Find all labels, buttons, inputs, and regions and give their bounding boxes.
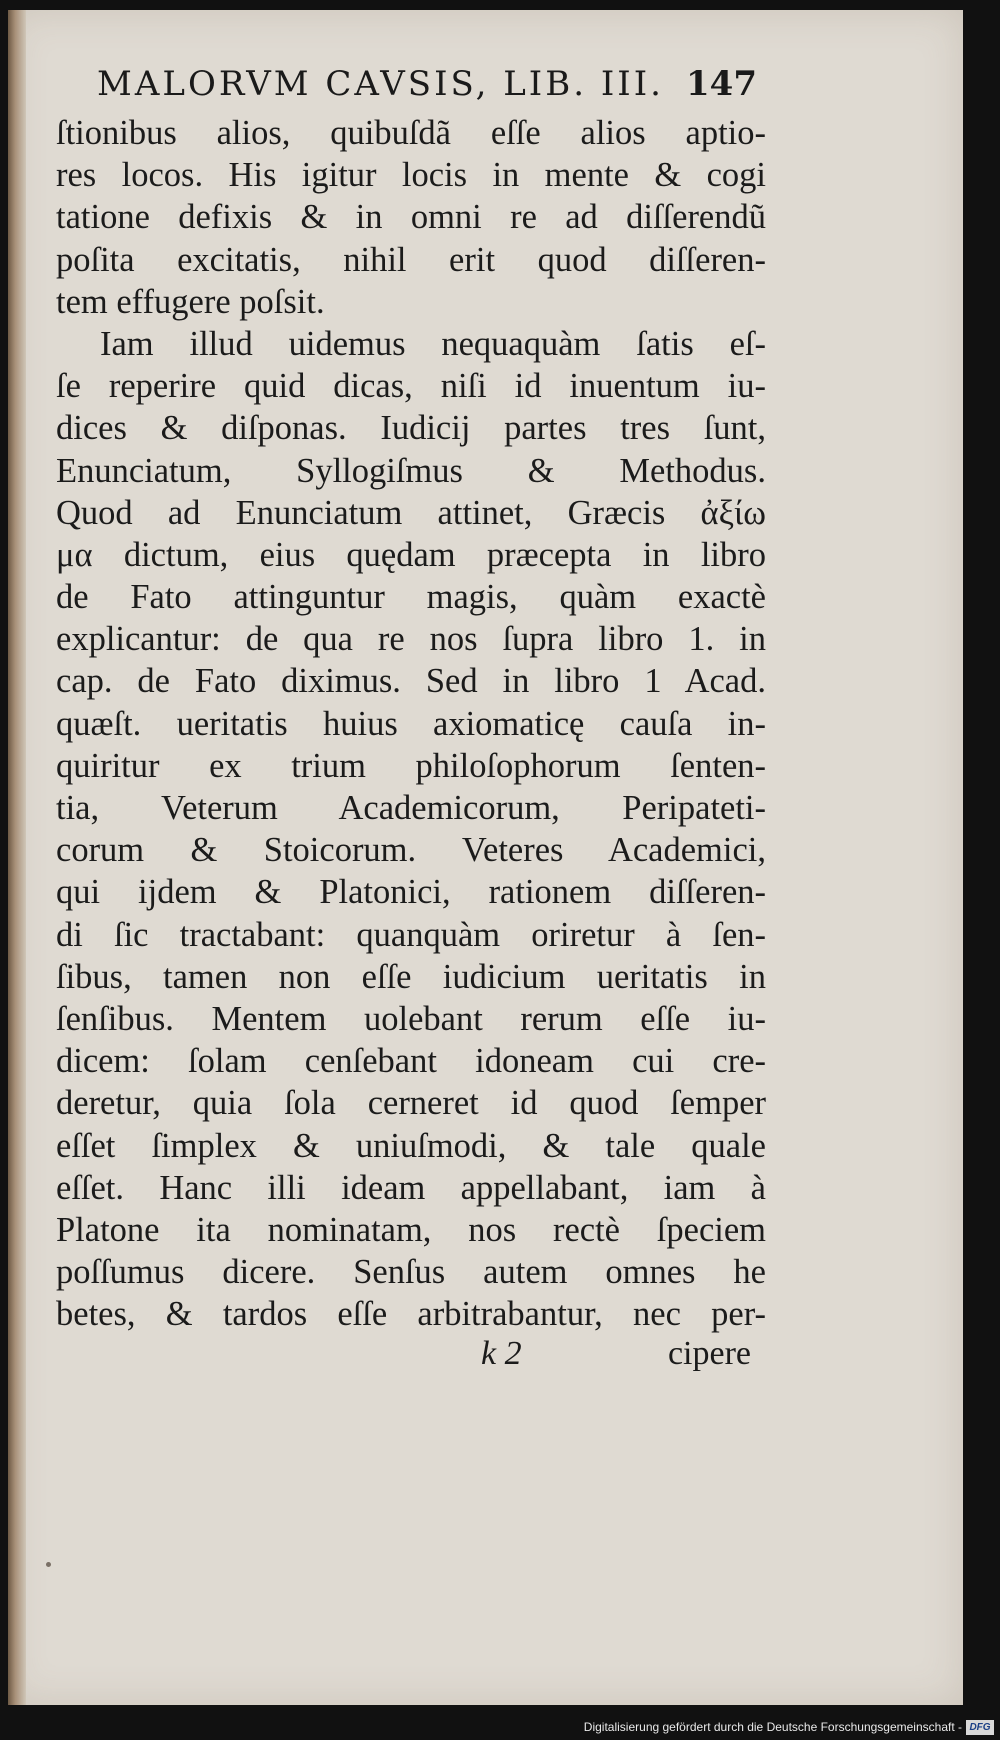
text-line: deretur, quia ſola cerneret id quod ſemper — [56, 1084, 766, 1123]
text-line: Platone ita nominatam, nos rectè ſpeciem — [56, 1210, 766, 1249]
page-blemish — [46, 1562, 51, 1567]
running-header — [97, 64, 757, 104]
text-line: de Fato attinguntur magis, quàm exactè — [56, 578, 766, 617]
text-line: dicem: ſolam cenſebant idoneam cui cre- — [56, 1042, 766, 1081]
body-text — [56, 112, 766, 1335]
dfg-logo-icon: DFG — [966, 1720, 994, 1735]
signature-mark: k 2 — [481, 1335, 522, 1372]
digitization-credit: Digitalisierung gefördert durch die Deutsche Forschungsgemeinschaft - — [583, 1720, 962, 1734]
text-line: ſenſibus. Mentem uolebant rerum eſſe iu- — [56, 999, 766, 1038]
running-title: MALORVM CAVSIS, LIB. III. — [97, 64, 664, 104]
text-line: ſtionibus alios, quibuſdã eſſe alios aptio- — [56, 114, 766, 152]
text-line: ſe reperire quid dicas, niſi id inuentum iu- — [56, 367, 766, 406]
text-line: di ſic tractabant: quanquàm oriretur à ſen- — [56, 915, 766, 954]
text-line: ſibus, tamen non eſſe iudicium ueritatis in — [56, 957, 766, 996]
text-line: μα dictum, eius quędam præcepta in libro — [56, 535, 766, 574]
catchword: cipere — [667, 1335, 751, 1372]
text-line: tia, Veterum Academicorum, Peripateti- — [56, 789, 766, 827]
signature-line — [56, 1335, 756, 1377]
text-line: tem effugere poſsit. — [56, 282, 325, 321]
page-gutter-edge — [8, 10, 26, 1705]
text-line: quæſt. ueritatis huius axiomaticę cauſa in- — [56, 704, 766, 743]
text-line: eſſet ſimplex & uniuſmodi, & tale quale — [56, 1126, 766, 1165]
text-line: poſita excitatis, nihil erit quod diſſeren- — [56, 240, 766, 279]
text-line: Quod ad Enunciatum attinet, Græcis ἀξίω — [56, 493, 766, 532]
text-line: Iam illud uidemus nequaquàm ſatis eſ- — [100, 324, 766, 363]
text-line: poſſumus dicere. Senſus autem omnes he — [56, 1253, 766, 1292]
text-line: Enunciatum, Syllogiſmus & Methodus. — [56, 451, 766, 490]
text-line: explicantur: de qua re nos ſupra libro 1. in — [56, 620, 766, 659]
text-line: cap. de Fato diximus. Sed in libro 1 Acad. — [56, 662, 766, 701]
text-line: dices & diſponas. Iudicij partes tres ſunt, — [56, 409, 766, 448]
text-line: res locos. His igitur locis in mente & cogi — [56, 156, 766, 195]
text-line: betes, & tardos eſſe arbitrabantur, nec per- — [56, 1295, 766, 1334]
text-line: quiritur ex trium philoſophorum ſenten- — [56, 746, 766, 785]
page-number: 147 — [686, 64, 757, 104]
text-line: corum & Stoicorum. Veteres Academici, — [56, 831, 766, 870]
text-line: eſſet. Hanc illi ideam appellabant, iam à — [56, 1168, 766, 1207]
text-line: qui ijdem & Platonici, rationem diſſeren- — [56, 873, 766, 912]
text-line: tatione defixis & in omni re ad diſſerendũ — [56, 198, 766, 237]
